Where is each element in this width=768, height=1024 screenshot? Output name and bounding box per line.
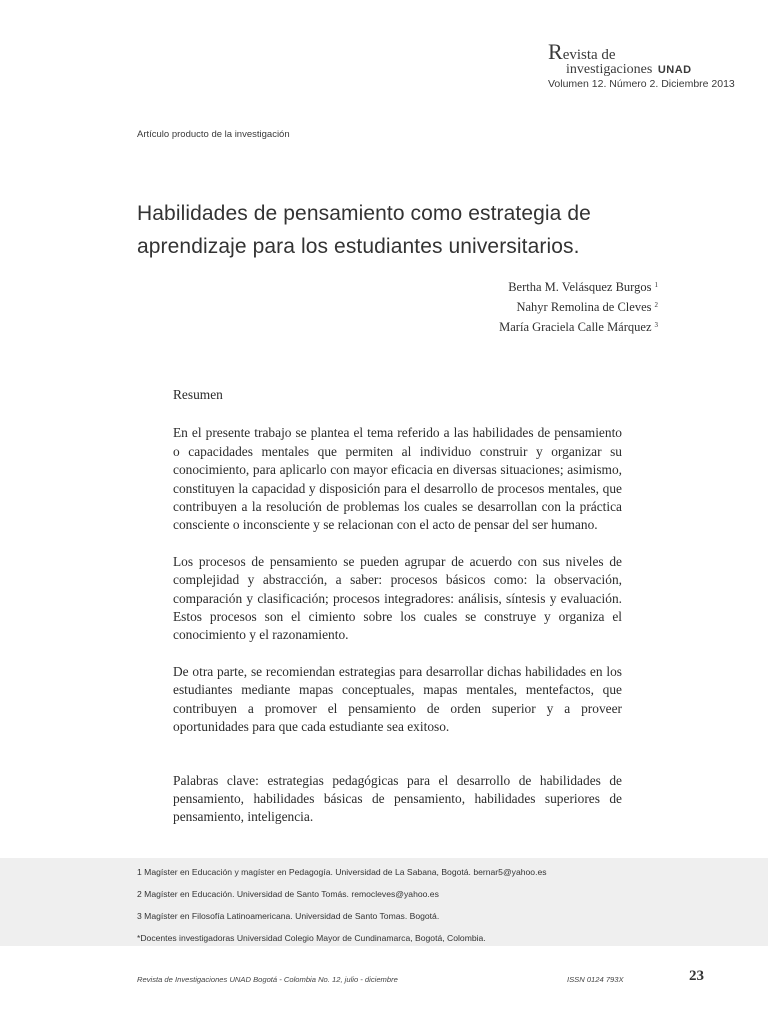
keywords: Palabras clave: estrategias pedagógicas para el desarrollo de habilidades de pensamiento, habilidades básicas de pensamiento, habilidades superiores de pensamiento, inteligencia. bbox=[173, 772, 622, 825]
author bbox=[499, 316, 658, 336]
journal-header bbox=[548, 39, 748, 90]
journal-name-line2 bbox=[566, 63, 748, 77]
author bbox=[499, 276, 658, 296]
abstract-heading: Resumen bbox=[173, 387, 223, 402]
footnote: 2 Magíster en Educación. Universidad de Santo Tomás. remocleves@yahoo.es bbox=[137, 889, 439, 899]
footnote: 3 Magíster en Filosofía Latinoamericana. Universidad de Santo Tomas. Bogotá. bbox=[137, 911, 440, 921]
footnote: *Docentes investigadoras Universidad Colegio Mayor de Cundinamarca, Bogotá, Colombia. bbox=[137, 933, 486, 943]
author-note-marker: 2 bbox=[654, 301, 658, 309]
author-note-marker: 3 bbox=[654, 321, 658, 329]
journal-name-initial: R bbox=[548, 39, 563, 64]
journal-name-rest: evista de bbox=[562, 47, 616, 63]
footer-issn: ISSN 0124 793X bbox=[567, 975, 624, 984]
footer-citation: Revista de Investigaciones UNAD Bogotá - Colombia No. 12, julio - diciembre bbox=[137, 975, 398, 984]
author bbox=[499, 296, 658, 316]
journal-brand: UNAD bbox=[657, 64, 692, 76]
author-note-marker: 1 bbox=[654, 281, 658, 289]
journal-name-investigaciones: investigaciones bbox=[566, 62, 653, 77]
author-name: Nahyr Remolina de Cleves bbox=[516, 300, 652, 314]
article-title: Habilidades de pensamiento como estrategia de aprendizaje para los estudiantes universitarios. bbox=[137, 202, 591, 258]
abstract bbox=[173, 386, 622, 845]
journal-name bbox=[548, 39, 748, 64]
footnotes bbox=[0, 858, 768, 946]
footnote: 1 Magíster en Educación y magíster en Pedagogía. Universidad de La Sabana, Bogotá. bernar5@yahoo.es bbox=[137, 867, 547, 877]
page-number: 23 bbox=[689, 968, 704, 984]
article-type: Artículo producto de la investigación bbox=[137, 129, 290, 140]
author-name: Bertha M. Velásquez Burgos bbox=[508, 280, 652, 294]
journal-issue: Volumen 12. Número 2. Diciembre 2013 bbox=[548, 78, 735, 90]
abstract-paragraph: En el presente trabajo se plantea el tema referido a las habilidades de pensamiento o capacidades mentales que permiten al individuo construir y organizar su conocimiento, para aplicarlo con mayor eficacia en diversas situaciones; asimismo, constituyen la capacidad y disposición para el desarrollo de procesos mentales, que contribuyen a la resolución de problemas los cuales se desarrollan con la práctica consciente o inconsciente y se relacionan con el acto de pensar del ser humano. bbox=[173, 425, 622, 533]
author-list bbox=[499, 276, 658, 336]
abstract-paragraph: Los procesos de pensamiento se pueden agrupar de acuerdo con sus niveles de complejidad y abstracción, a saber: procesos básicos como: la observación, comparación y clasificación; procesos integradores: análisis, síntesis y evaluación. Estos procesos son el cimiento sobre los cuales se construye y organiza el conocimiento y el razonamiento. bbox=[173, 553, 622, 643]
abstract-paragraph: De otra parte, se recomiendan estrategias para desarrollar dichas habilidades en los estudiantes mediante mapas conceptuales, mapas mentales, mentefactos, que contribuyen a promover el pensamiento de orden superior y a proveer oportunidades para que cada estudiante sea exitoso. bbox=[173, 663, 622, 735]
author-name: María Graciela Calle Márquez bbox=[499, 320, 652, 334]
